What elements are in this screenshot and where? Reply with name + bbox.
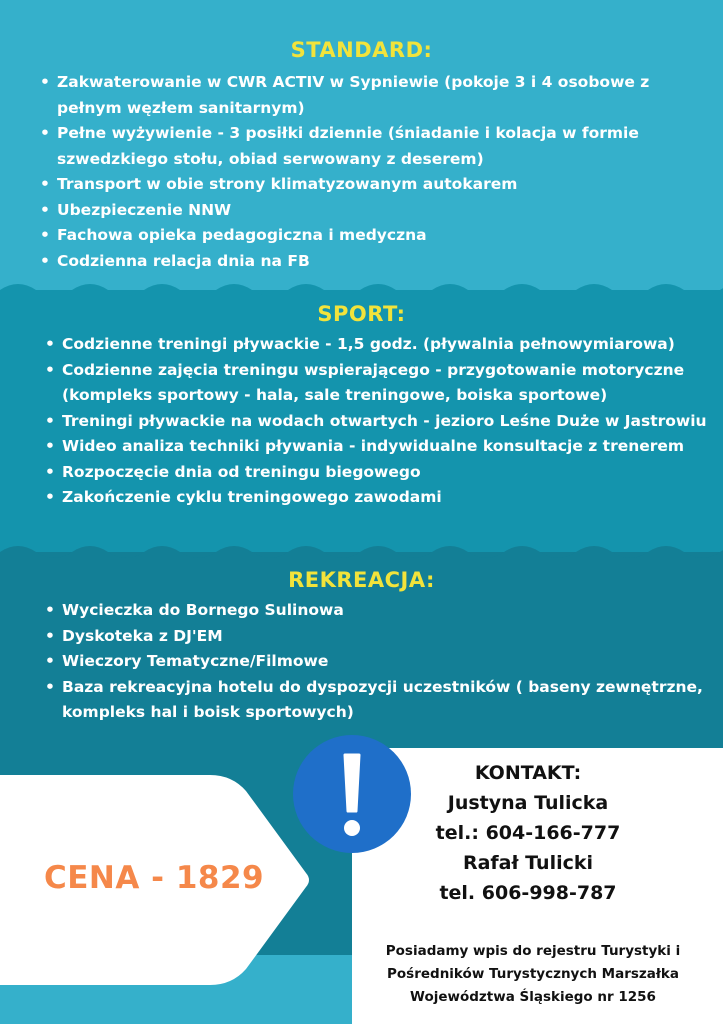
sport-title: SPORT:	[317, 302, 406, 326]
list-item: • Transport w obie strony klimatyzowanym autokarem	[38, 172, 708, 198]
wave-divider-2	[0, 538, 723, 562]
list-item: • Wycieczka do Bornego Sulinowa	[43, 598, 713, 624]
list-item: • Treningi pływackie na wodach otwartych - jezioro Leśne Duże w Jastrowiu	[43, 409, 713, 435]
list-item: • Pełne wyżywienie - 3 posiłki dziennie (śniadanie i kolacja w formie szwedzkiego stołu, obiad serwowany z deserem)	[38, 121, 708, 172]
list-item: • Codzienne treningi pływackie - 1,5 godz. (pływalnia pełnowymiarowa)	[43, 332, 713, 358]
wave-divider-1	[0, 276, 723, 300]
contact-heading: KONTAKT:	[474, 762, 582, 784]
contact-name: Justyna Tulicka	[447, 792, 609, 814]
list-item: • Zakwaterowanie w CWR ACTIV w Sypniewie (pokoje 3 i 4 osobowe z pełnym węzłem sanitarnym)	[38, 70, 708, 121]
list-item: • Codzienna relacja dnia na FB	[38, 249, 708, 275]
list-item: • Wieczory Tematyczne/Filmowe	[43, 649, 713, 675]
list-item: • Zakończenie cyklu treningowego zawodami	[43, 485, 713, 511]
sport-list	[43, 332, 713, 511]
list-item: • Fachowa opieka pedagogiczna i medyczna	[38, 223, 708, 249]
registry-note: Posiadamy wpis do rejestru Turystyki i Pośredników Turystycznych Marszałka Województwa Śląskiego nr 1256	[385, 943, 681, 1005]
standard-title: STANDARD:	[290, 38, 433, 62]
rekreacja-title: REKREACJA:	[288, 568, 435, 592]
list-item: • Wideo analiza techniki pływania - indywidualne konsultacje z trenerem	[43, 434, 713, 460]
list-item: • Dyskoteka z DJ'EM	[43, 624, 713, 650]
price-label: CENA - 1829	[44, 860, 265, 896]
standard-list	[38, 70, 708, 274]
contact-phone: tel.: 604-166-777	[435, 822, 621, 844]
list-item: • Baza rekreacyjna hotelu do dyspozycji uczestników ( baseny zewnętrzne, kompleks hal i boisk sportowych)	[43, 675, 713, 726]
list-item: • Rozpoczęcie dnia od treningu biegowego	[43, 460, 713, 486]
rekreacja-list	[43, 598, 713, 726]
list-item: • Codzienne zajęcia treningu wspierającego - przygotowanie motoryczne (kompleks sportowy - hala, sale treningowe, boiska sportowe)	[43, 358, 713, 409]
list-item: • Ubezpieczenie NNW	[38, 198, 708, 224]
contact-phone: tel. 606-998-787	[439, 882, 617, 904]
contact-name: Rafał Tulicki	[462, 852, 594, 874]
